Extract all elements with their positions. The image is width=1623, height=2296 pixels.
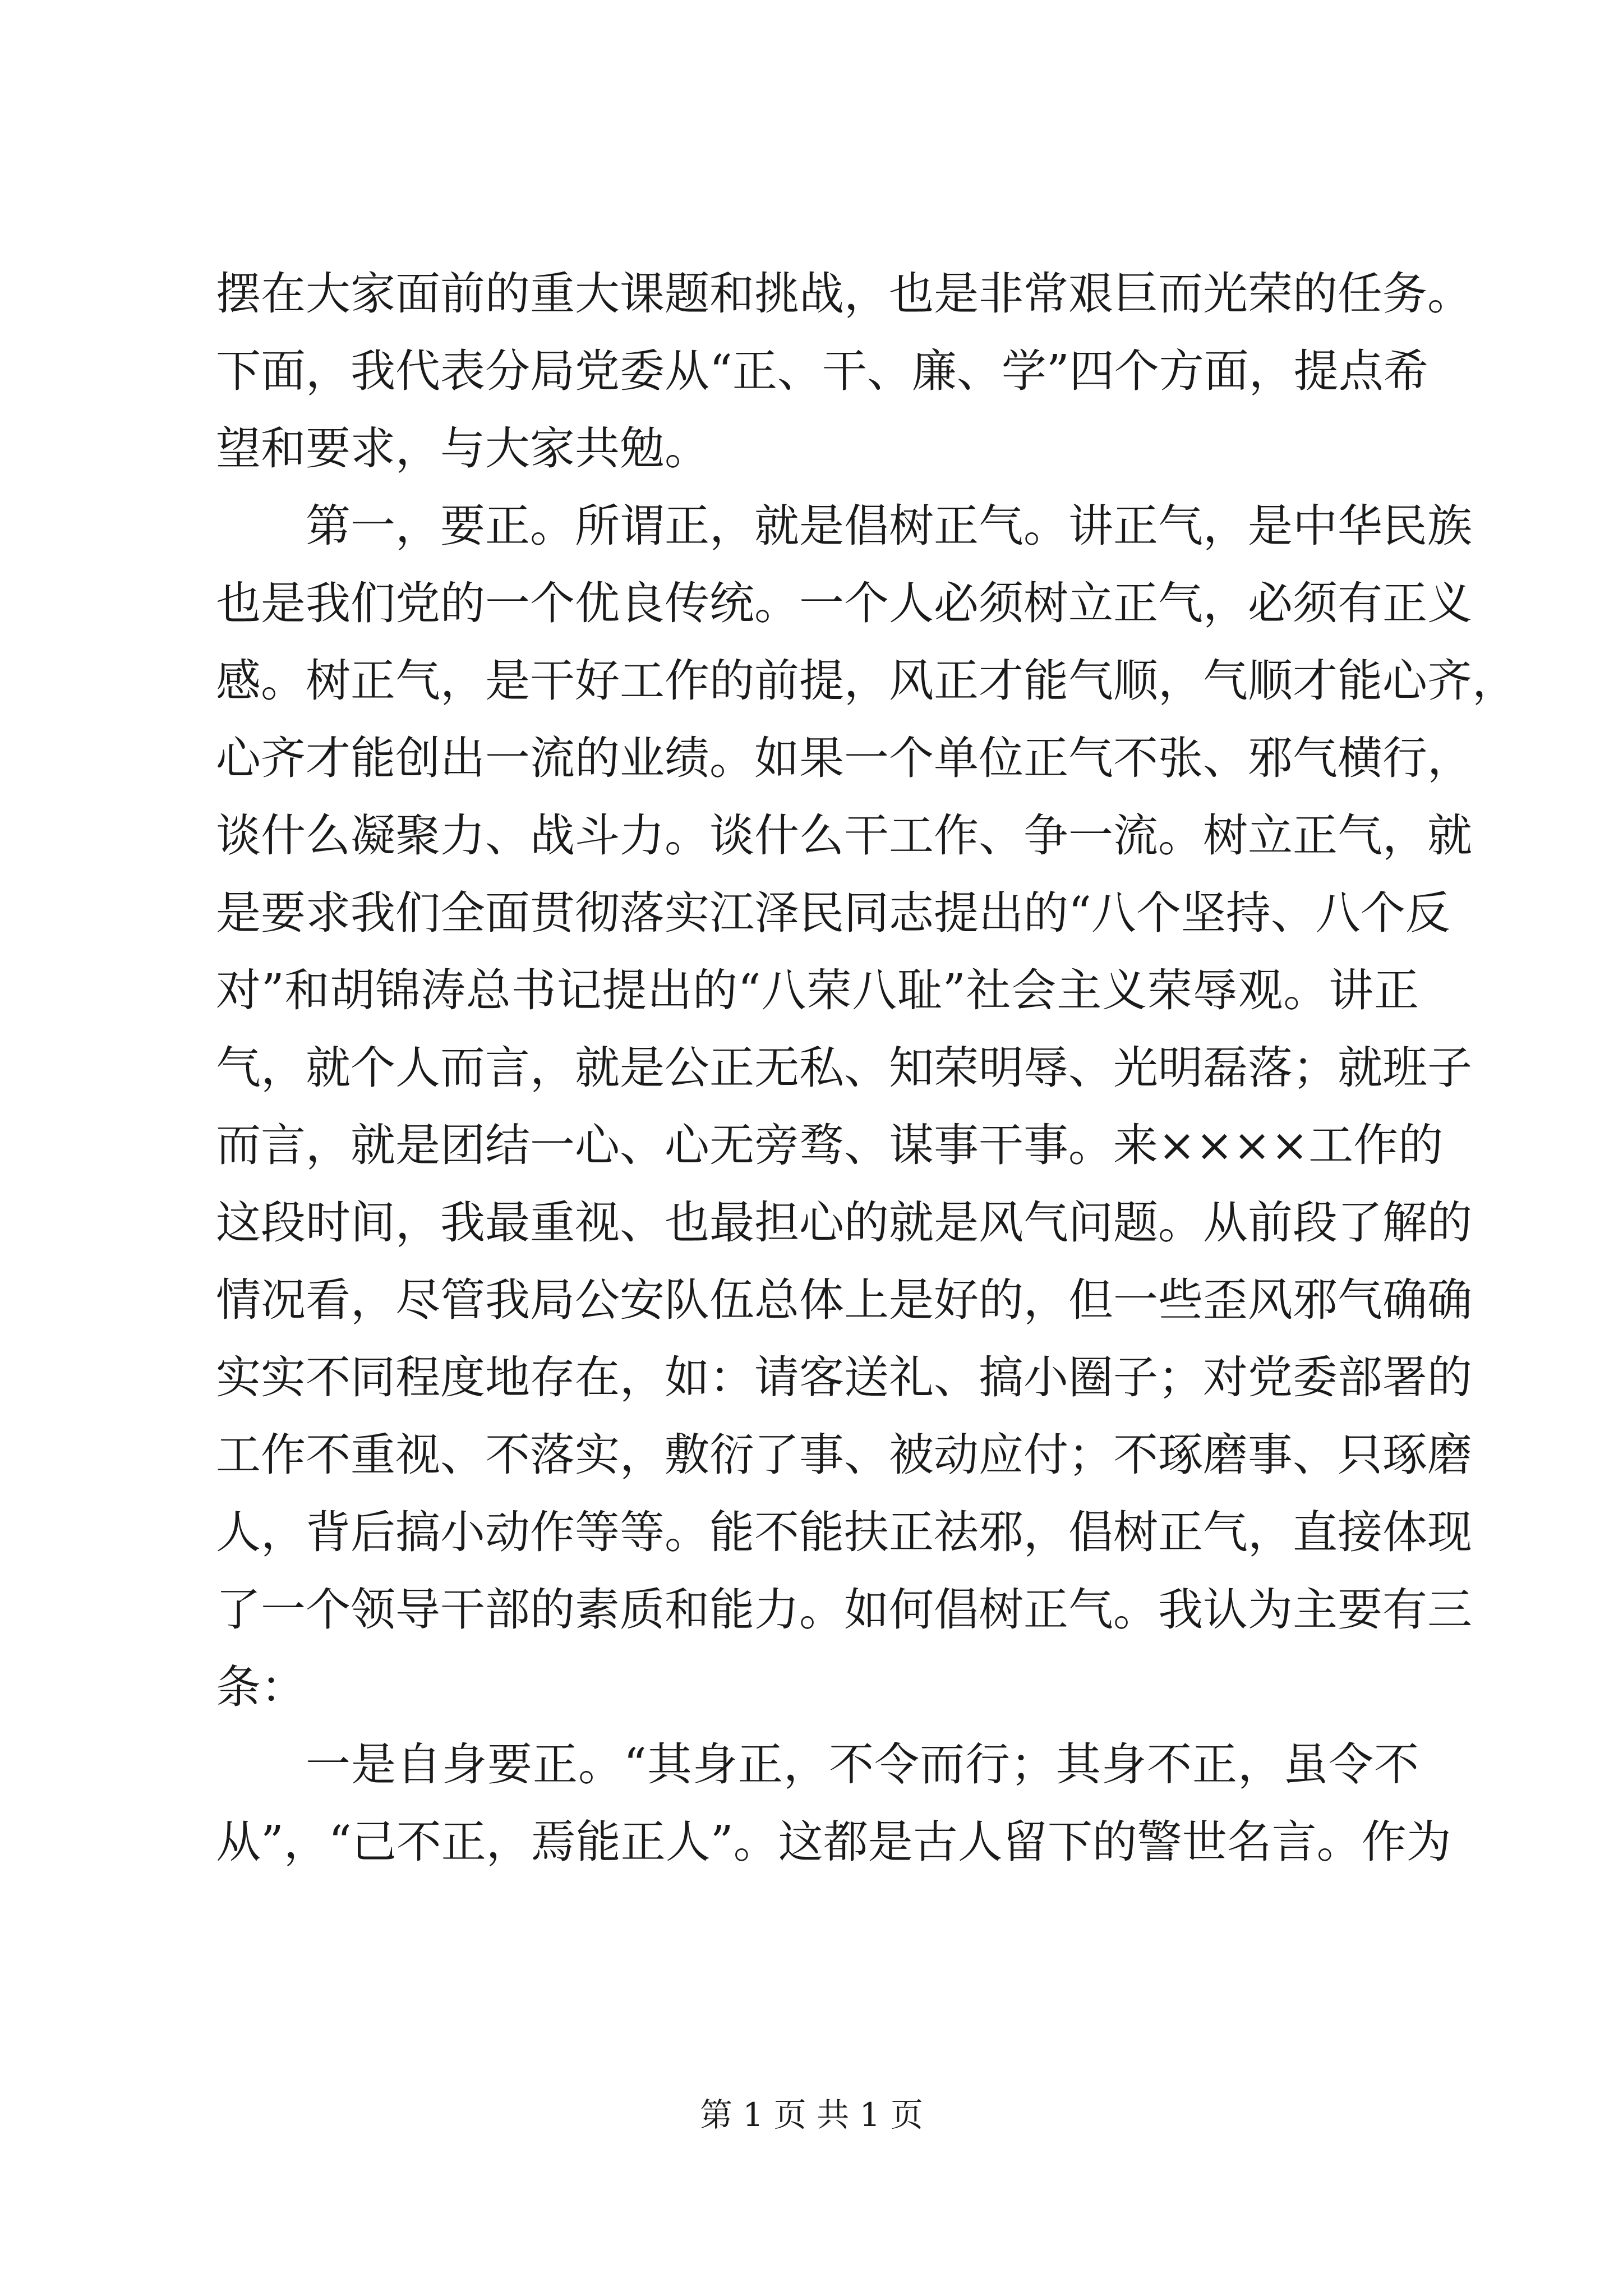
text-line: 下面，我代表分局党委从“正、干、廉、学”四个方面，提点希 [216,345,1428,397]
text-line: 对”和胡锦涛总书记提出的“八荣八耻”社会主义荣辱观。讲正 [216,964,1419,1016]
text-line: 心齐才能创出一流的业绩。如果一个单位正气不张、邪气横行， [216,732,1472,784]
text-line: 摆在大家面前的重大课题和挑战，也是非常艰巨而光荣的任务。 [216,268,1472,320]
page-footer [0,2092,1623,2137]
text-line: 望和要求，与大家共勉。 [216,422,709,475]
text-line: 感。树正气，是干好工作的前提，风正才能气顺，气顺才能心齐， [216,655,1517,707]
text-line: 一是自身要正。“其身正，不令而行；其身不正，虽令不 [306,1738,1419,1791]
text-line: 从”，“己不正，焉能正人”。这都是古人留下的警世名言。作为 [216,1816,1451,1868]
text-line: 条： [216,1661,306,1713]
text-line: 是要求我们全面贯彻落实江泽民同志提出的“八个坚持、八个反 [216,887,1450,939]
text-line: 工作不重视、不落实，敷衍了事、被动应付；不琢磨事、只琢磨 [216,1429,1472,1481]
text-line: 第一，要正。所谓正，就是倡树正气。讲正气，是中华民族 [306,500,1472,552]
page-number-label: 第 1 页 共 1 页 [700,2096,923,2134]
text-line: 而言，就是团结一心、心无旁骛、谋事干事。来××××工作的 [216,1119,1444,1171]
text-line: 也是我们党的一个优良传统。一个人必须树立正气，必须有正义 [216,577,1472,629]
body-text [216,255,1517,1881]
text-line: 这段时间，我最重视、也最担心的就是风气问题。从前段了解的 [216,1197,1472,1249]
text-line: 了一个领导干部的素质和能力。如何倡树正气。我认为主要有三 [216,1584,1472,1636]
text-line: 情况看，尽管我局公安队伍总体上是好的，但一些歪风邪气确确 [216,1274,1472,1326]
text-line: 人，背后搞小动作等等。能不能扶正祛邪，倡树正气，直接体现 [216,1506,1472,1558]
text-line: 谈什么凝聚力、战斗力。谈什么干工作、争一流。树立正气，就 [216,809,1472,862]
text-line: 气，就个人而言，就是公正无私、知荣明辱、光明磊落；就班子 [216,1042,1472,1094]
text-line: 实实不同程度地存在，如：请客送礼、搞小圈子；对党委部署的 [216,1351,1472,1404]
